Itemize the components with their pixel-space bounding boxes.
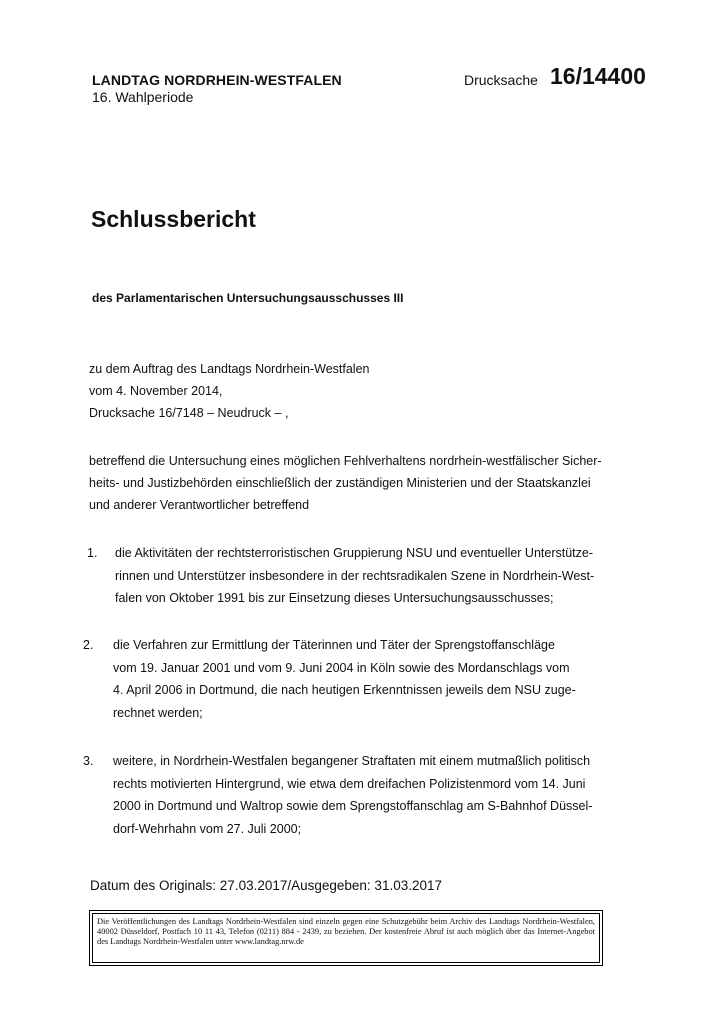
list-item-text	[113, 750, 592, 840]
drucksache-number: 16/14400	[550, 63, 646, 89]
list-item-line: die Verfahren zur Ermittlung der Täterinnen und Täter der Sprengstoffanschläge	[113, 638, 555, 652]
list-item-number: 2.	[83, 638, 94, 652]
list-item-number: 3.	[83, 754, 94, 768]
list-item-line: rinnen und Unterstützer insbesondere in der rechtsradikalen Szene in Nordrhein-West-	[115, 568, 595, 583]
list-item-line: rechnet werden;	[113, 705, 203, 720]
mandate-line: Drucksache 16/7148 – Neudruck – ,	[89, 406, 289, 420]
list-item-line: 4. April 2006 in Dortmund, die nach heutigen Erkenntnissen jeweils dem NSU zuge-	[113, 683, 576, 697]
list-item-text	[113, 634, 576, 724]
publication-date-line: Datum des Originals: 27.03.2017/Ausgegeben: 31.03.2017	[90, 878, 443, 893]
list-item-line: die Aktivitäten der rechtsterroristischen Gruppierung NSU und eventueller Unterstütze-	[115, 546, 594, 560]
list-item-line: 2000 in Dortmund und Waltrop sowie dem Sprengstoffanschlag am S-Bahnhof Düssel-	[113, 799, 593, 813]
mandate-block	[89, 358, 370, 424]
drucksache-label: Drucksache	[464, 72, 538, 88]
archive-notice-box	[89, 910, 603, 966]
list-item-line: weitere, in Nordrhein-Westfalen begangener Straftaten mit einem mutmaßlich politisch	[113, 754, 591, 768]
archive-notice-text: Die Veröffentlichungen des Landtags Nordrhein-Westfalen sind einzeln gegen eine Schutzgebühr beim Archiv des Landtags Nordrhein-Westfalen, 40002 Düsseldorf, Postfach 10 11 43, Telefon (0211) 884 - 2439, zu beziehen. Der kostenfreie Abruf ist auch möglich über das Internet-Angebot des Landtags Nordrhein-Westfalen unter www.landtag.nrw.de	[92, 913, 600, 963]
intro-line: heits- und Justizbehörden einschließlich der zuständigen Ministerien und der Staatskanzlei	[89, 476, 591, 490]
document-subtitle: des Parlamentarischen Untersuchungsausschusses III	[92, 291, 404, 305]
mandate-line: zu dem Auftrag des Landtags Nordrhein-Westfalen	[89, 362, 370, 376]
list-item-line: dorf-Wehrhahn vom 27. Juli 2000;	[113, 821, 302, 836]
intro-paragraph	[89, 450, 637, 516]
parliament-name: LANDTAG NORDRHEIN-WESTFALEN	[92, 72, 342, 88]
legislative-period: 16. Wahlperiode	[92, 89, 194, 105]
list-item-line: falen von Oktober 1991 bis zur Einsetzung dieses Untersuchungsausschusses;	[115, 591, 554, 605]
list-item-text	[115, 542, 594, 610]
list-item-line: vom 19. Januar 2001 und vom 9. Juni 2004 in Köln sowie des Mordanschlags vom	[113, 660, 570, 675]
list-item-number: 1.	[87, 546, 98, 560]
intro-line: betreffend die Untersuchung eines möglichen Fehlverhaltens nordrhein-westfälischer Sicher-	[89, 454, 602, 468]
document-title: Schlussbericht	[91, 206, 256, 232]
intro-line: und anderer Verantwortlicher betreffend	[89, 498, 310, 512]
list-item-line: rechts motivierten Hintergrund, wie etwa dem dreifachen Polizistenmord vom 14. Juni	[113, 776, 586, 791]
mandate-line: vom 4. November 2014,	[89, 384, 223, 398]
